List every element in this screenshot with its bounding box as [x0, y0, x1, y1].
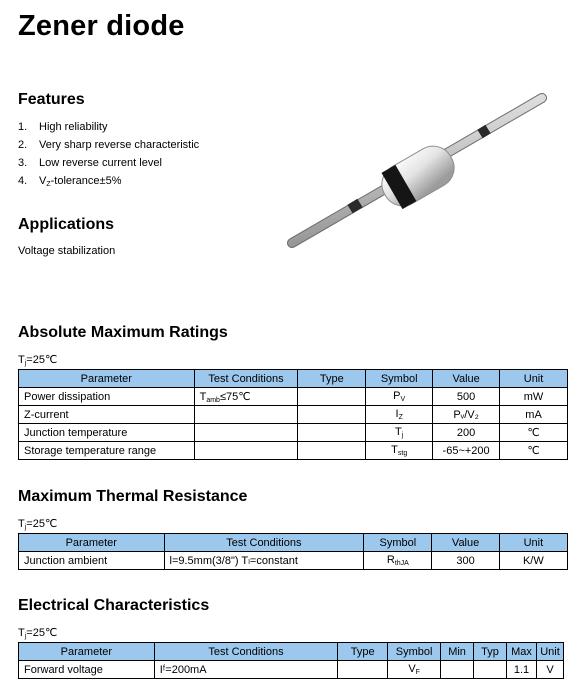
conditions-cell [194, 406, 298, 424]
value-cell: -65~+200 [433, 442, 500, 460]
abs-max-temperature: $T_j=25℃$ [18, 354, 58, 367]
parameter-cell: Storage temperature range [19, 442, 195, 460]
value-cell: 500 [433, 388, 500, 406]
column-header: Test Conditions [164, 534, 364, 552]
feature-text: High reliability [39, 121, 108, 133]
conditions-cell [194, 442, 298, 460]
parameter-cell: Junction temperature [19, 424, 195, 442]
column-header: Typ [474, 643, 507, 661]
parameter-cell: Z-current [19, 406, 195, 424]
electrical-temperature: $T_j=25℃$ [18, 627, 58, 640]
thermal-heading: Maximum Thermal Resistance [18, 488, 248, 505]
column-header: Parameter [19, 643, 155, 661]
type-cell [298, 406, 366, 424]
feature-text: -tolerance±5% [50, 175, 122, 187]
column-header: Test Conditions [194, 370, 298, 388]
min-cell [441, 661, 474, 679]
column-header: Type [338, 643, 388, 661]
value-cell: Pᵥ/V₂ [433, 406, 500, 424]
column-header: Parameter [19, 534, 165, 552]
feature-item [18, 119, 199, 137]
value-cell: 200 [433, 424, 500, 442]
unit-cell: K/W [499, 552, 567, 570]
column-header: Symbol [388, 643, 441, 661]
column-header: Value [432, 534, 499, 552]
unit-cell: V [536, 661, 563, 679]
table-row [19, 661, 564, 679]
conditions-cell: l=9.5mm(3/8") Tₗ=constant [164, 552, 364, 570]
type-cell [298, 424, 366, 442]
column-header: Test Conditions [154, 643, 338, 661]
parameter-cell: Junction ambient [19, 552, 165, 570]
unit-cell: ℃ [500, 442, 568, 460]
thermal-table [18, 533, 568, 570]
features-heading: Features [18, 91, 85, 108]
table-row [19, 442, 568, 460]
column-header: Symbol [366, 370, 433, 388]
symbol-cell: $T_{stg}$ [366, 442, 433, 460]
table-row [19, 424, 568, 442]
type-cell [338, 661, 388, 679]
column-header: Unit [499, 534, 567, 552]
features-list [18, 119, 199, 191]
feature-number: 2. [18, 139, 28, 151]
symbol-cell: $T_j$ [366, 424, 433, 442]
parameter-cell: Forward voltage [19, 661, 155, 679]
feature-number: 1. [18, 121, 28, 133]
table-header-row [19, 643, 564, 661]
feature-text: Low reverse current level [39, 157, 162, 169]
feature-symbol-sub: Z [46, 181, 51, 188]
column-header: Value [433, 370, 500, 388]
parameter-cell: Power dissipation [19, 388, 195, 406]
abs-max-heading: Absolute Maximum Ratings [18, 324, 228, 341]
electrical-heading: Electrical Characteristics [18, 597, 210, 614]
feature-symbol: V [39, 175, 47, 187]
feature-item [18, 173, 199, 191]
column-header: Unit [536, 643, 563, 661]
table-row [19, 552, 568, 570]
symbol-cell: $I_Z$ [366, 406, 433, 424]
column-header: Type [298, 370, 366, 388]
electrical-table [18, 642, 564, 679]
table-header-row [19, 370, 568, 388]
typ-cell [474, 661, 507, 679]
feature-number: 4. [18, 175, 28, 187]
unit-cell: ℃ [500, 424, 568, 442]
type-cell [298, 442, 366, 460]
column-header: Max [506, 643, 536, 661]
max-cell: 1.1 [506, 661, 536, 679]
feature-number: 3. [18, 157, 28, 169]
unit-cell: mA [500, 406, 568, 424]
feature-item [18, 155, 199, 173]
conditions-cell [194, 424, 298, 442]
symbol-cell: $P_V$ [366, 388, 433, 406]
column-header: Parameter [19, 370, 195, 388]
zener-diode-image [282, 88, 552, 253]
column-header: Symbol [364, 534, 432, 552]
value-cell: 300 [432, 552, 499, 570]
feature-text: Very sharp reverse characteristic [39, 139, 200, 151]
table-row [19, 406, 568, 424]
thermal-temperature: $T_j=25℃$ [18, 518, 58, 531]
symbol-cell: $V_F$ [388, 661, 441, 679]
symbol-cell: $R_{thJA}$ [364, 552, 432, 570]
applications-heading: Applications [18, 216, 115, 233]
feature-item [18, 137, 199, 155]
table-row [19, 388, 568, 406]
type-cell [298, 388, 366, 406]
conditions-cell: Iᶠ=200mA [154, 661, 338, 679]
table-header-row [19, 534, 568, 552]
abs-max-table [18, 369, 568, 460]
conditions-cell: $T_{amb}\le 75℃$ [194, 388, 298, 406]
page-title: Zener diode [18, 10, 185, 42]
column-header: Unit [500, 370, 568, 388]
applications-text: Voltage stabilization [18, 245, 116, 257]
unit-cell: mW [500, 388, 568, 406]
column-header: Min [441, 643, 474, 661]
